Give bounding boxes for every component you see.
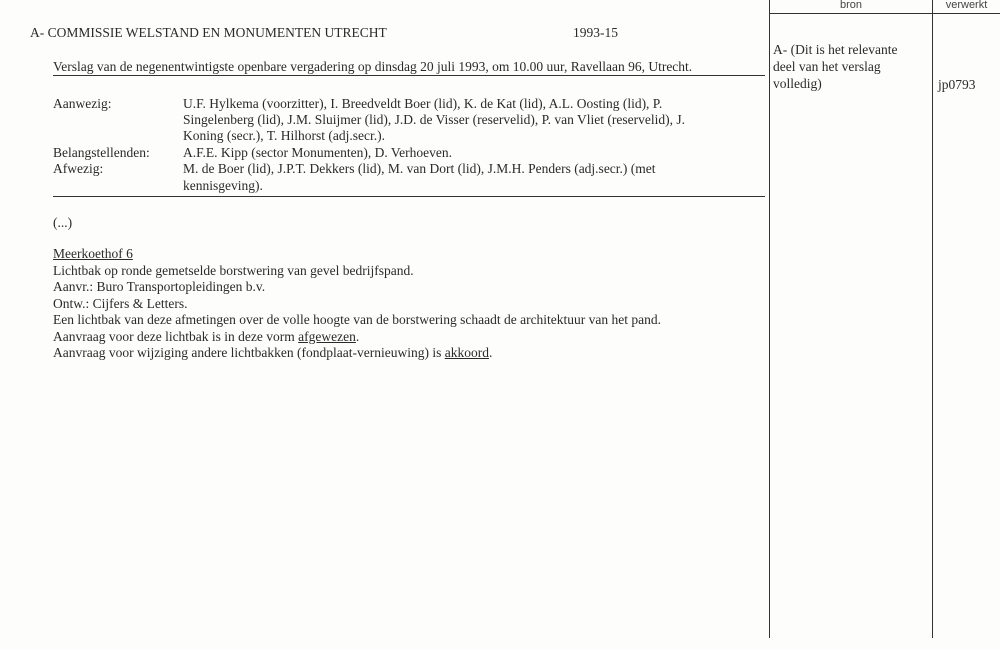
- item-title: Meerkoethof 6: [53, 246, 133, 261]
- afwezig-label: Afwezig:: [53, 161, 104, 176]
- column-header-verwerkt: verwerkt: [945, 0, 988, 11]
- belangstellenden-label: Belangstellenden:: [53, 145, 150, 160]
- column-header-bron: bron: [839, 0, 863, 11]
- item-line-6-text: Aanvraag voor wijziging andere lichtbakken (fondplaat-vernieuwing) is: [53, 345, 445, 360]
- column-divider-verwerkt: [932, 0, 933, 638]
- bron-line-2: deel van het verslag: [773, 59, 881, 74]
- item-line-1: Lichtbak op ronde gemetselde borstwering van gevel bedrijfspand.: [53, 263, 414, 278]
- belangstellenden-text: A.F.E. Kipp (sector Monumenten), D. Verhoeven.: [183, 145, 452, 160]
- item-line-5-end: .: [355, 329, 360, 344]
- afwezig-line-1: M. de Boer (lid), J.P.T. Dekkers (lid), M. van Dort (lid), J.M.H. Penders (adj.secr.) (met: [183, 161, 656, 176]
- meeting-subtitle: Verslag van de negenentwintigste openbare vergadering op dinsdag 20 juli 1993, om 10.00 uur, Ravellaan 96, Utrecht.: [53, 59, 693, 74]
- item-line-5: [53, 328, 359, 345]
- aanwezig-label: Aanwezig:: [53, 96, 112, 111]
- item-line-6-end: .: [489, 345, 493, 360]
- decision-afgewezen: afgewezen: [298, 329, 356, 344]
- verwerkt-code: jp0793: [938, 77, 976, 92]
- decision-akkoord: akkoord: [444, 345, 489, 360]
- document-heading: A- COMMISSIE WELSTAND EN MONUMENTEN UTRECHT: [30, 25, 387, 40]
- ellipsis: (...): [53, 215, 73, 230]
- aanwezig-line-1: U.F. Hylkema (voorzitter), I. Breedveldt Boer (lid), K. de Kat (lid), A.L. Oosting (lid), P.: [183, 96, 663, 111]
- item-line-6: [53, 344, 492, 361]
- item-line-2: Aanvr.: Buro Transportopleidingen b.v.: [53, 279, 266, 294]
- attendance-rule: [53, 196, 765, 197]
- subtitle-rule: [53, 75, 765, 76]
- meeting-number: 1993-15: [573, 25, 618, 40]
- item-line-3: Ontw.: Cijfers & Letters.: [53, 296, 188, 311]
- bron-line-1: A- (Dit is het relevante: [773, 42, 898, 57]
- column-divider-bron: [769, 0, 770, 638]
- aanwezig-line-2: Singelenberg (lid), J.M. Sluijmer (lid), J.D. de Visser (reservelid), P. van Vliet (reservelid), J.: [183, 112, 685, 127]
- column-header-rule: [769, 13, 1000, 14]
- item-line-4: Een lichtbak van deze afmetingen over de volle hoogte van de borstwering schaadt de architektuur van het pand.: [53, 312, 662, 327]
- item-line-5-text: Aanvraag voor deze lichtbak is in deze vorm: [53, 329, 299, 344]
- afwezig-line-2: kennisgeving).: [183, 178, 263, 193]
- bron-line-3: volledig): [773, 76, 822, 91]
- aanwezig-line-3: Koning (secr.), T. Hilhorst (adj.secr.).: [183, 128, 385, 143]
